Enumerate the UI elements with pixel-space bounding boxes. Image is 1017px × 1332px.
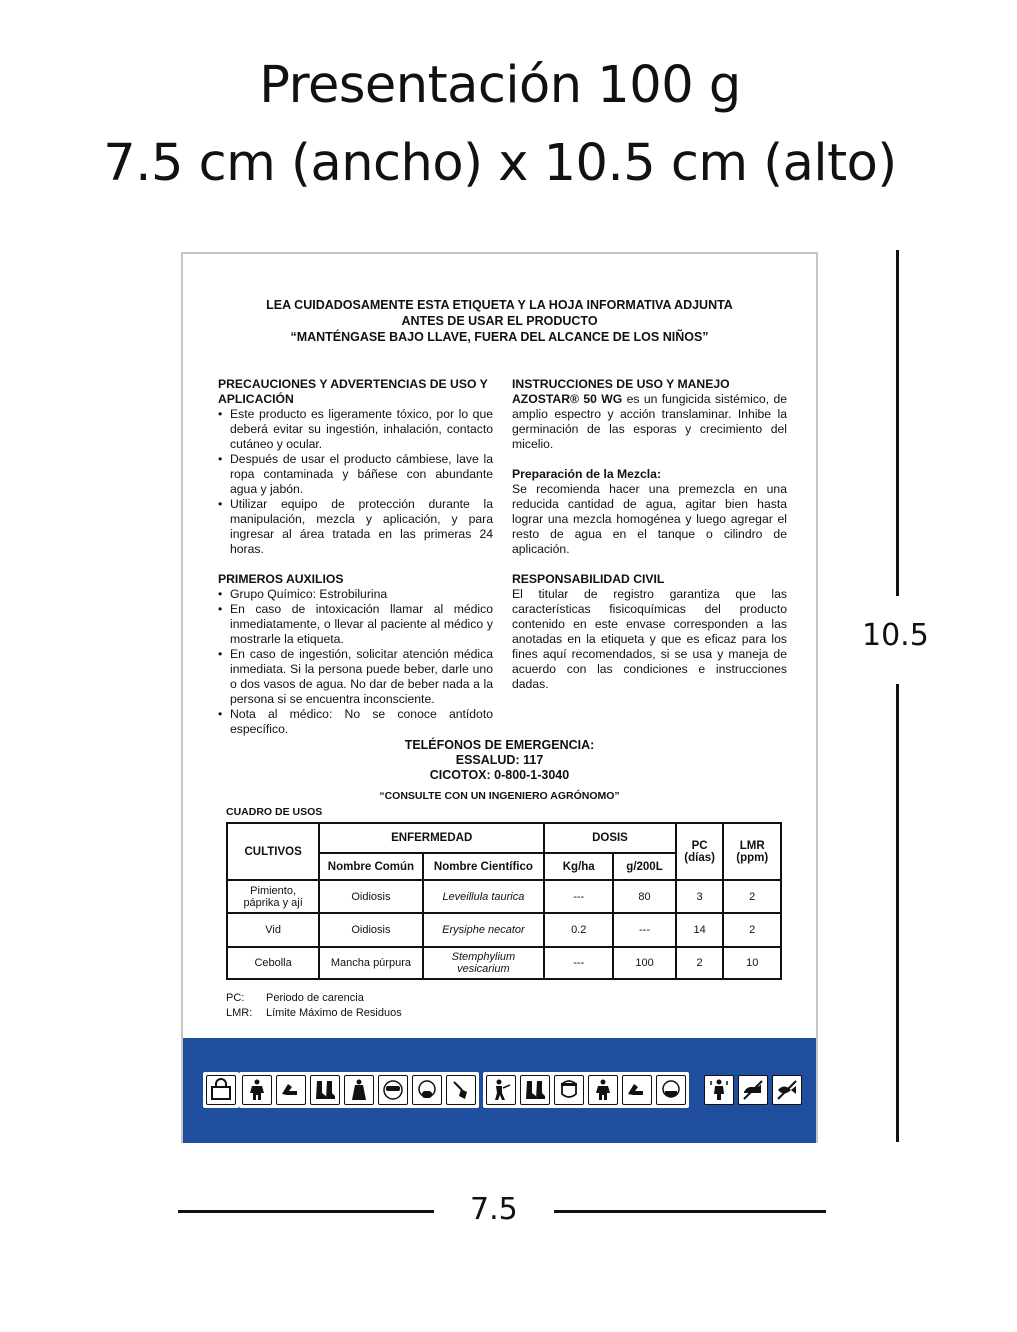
width-dimension-line-left — [178, 1210, 434, 1213]
product-label — [181, 252, 818, 1143]
pictogram-group-warnings — [701, 1072, 805, 1108]
wash-after-use-icon — [704, 1075, 734, 1105]
gloves-icon — [622, 1075, 652, 1105]
list-item: • Después de usar el producto cámbiese, lave la ropa contaminada y báñese con abundante agua y jabón. — [218, 452, 493, 497]
mix-title: Preparación de la Mezcla: — [512, 467, 662, 481]
mask-icon — [656, 1075, 686, 1105]
table-row: Pimiento, páprika y ají Oidiosis Leveillula taurica --- 80 3 2 — [227, 880, 781, 913]
gloves-icon — [276, 1075, 306, 1105]
pictogram-group-handling — [239, 1072, 479, 1108]
instructions-title: INSTRUCCIONES DE USO Y MANEJO — [512, 377, 730, 391]
header-nombre-cientifico: Nombre Científico — [423, 853, 545, 880]
header-pc: PC (días) — [676, 823, 724, 880]
pictogram-group-storage — [203, 1072, 239, 1108]
mixing-icon — [446, 1075, 476, 1105]
label-header — [183, 297, 816, 345]
goggles-icon — [378, 1075, 408, 1105]
header-kgha: Kg/ha — [544, 853, 613, 880]
respirator-icon — [412, 1075, 442, 1105]
product-name: AZOSTAR® 50 WG — [512, 392, 623, 406]
storage-lock-icon — [206, 1075, 236, 1105]
harmful-to-fish-icon — [772, 1075, 802, 1105]
pictogram-group-application — [483, 1072, 689, 1108]
precautions-list — [218, 407, 493, 557]
table-row: Vid Oidiosis Erysiphe necator 0.2 --- 14 2 — [227, 913, 781, 947]
header-line-1: LEA CUIDADOSAMENTE ESTA ETIQUETA Y LA HOJA INFORMATIVA ADJUNTA — [266, 298, 733, 312]
header-g200l: g/200L — [613, 853, 675, 880]
left-column — [218, 377, 493, 737]
liability-text: El titular de registro garantiza que las características fisicoquímicas del producto contenido en este envase corresponden a las anotadas en la etiqueta y que es eficaz para los fines aquí recomendados, si se usa y maneja de acuerdo con las condiciones e instrucciones dadas. — [512, 587, 787, 691]
apron-icon — [344, 1075, 374, 1105]
width-dimension-line-right — [554, 1210, 826, 1213]
list-item: • En caso de ingestión, solicitar atención médica inmediata. Si la persona puede beber, darle uno o dos vasos de agua. No dar de beber nada a la persona si se encuentra inconsciente. — [218, 647, 493, 707]
mix-text: Se recomienda hacer una premezcla en una reducida cantidad de agua, agitar bien hasta lograr una mezcla homogénea y luego agregar el resto de agua en el tanque o cilindro de aplicación. — [512, 482, 787, 556]
list-item: • Este producto es ligeramente tóxico, por lo que deberá evitar su ingestión, inhalación, contacto cutáneo y ocular. — [218, 407, 493, 452]
table-legend: PC: Periodo de carencia LMR: Límite Máximo de Residuos — [226, 992, 402, 1019]
sprayer-icon — [486, 1075, 516, 1105]
height-dimension-line-bottom — [896, 684, 899, 1142]
liability-title: RESPONSABILIDAD CIVIL — [512, 572, 665, 586]
cicotox-phone: CICOTOX: 0-800-1-3040 — [429, 768, 570, 782]
pictogram-band — [183, 1038, 816, 1143]
right-column — [512, 377, 787, 692]
header-cultivos: CULTIVOS — [227, 823, 319, 880]
firstaid-title: PRIMEROS AUXILIOS — [218, 572, 344, 586]
emergency-title: TELÉFONOS DE EMERGENCIA: — [404, 738, 595, 752]
list-item: • Utilizar equipo de protección durante la manipulación, mezcla y aplicación, y para ingresar al área tratada en las primeras 24 horas. — [218, 497, 493, 557]
height-dimension-line-top — [896, 250, 899, 596]
uses-table — [226, 822, 782, 980]
height-dimension-label: 10.5 — [862, 618, 929, 653]
table-title: CUADRO DE USOS — [226, 806, 323, 818]
header-line-2: ANTES DE USAR EL PRODUCTO — [401, 314, 598, 328]
width-dimension-label: 7.5 — [470, 1192, 518, 1227]
precautions-title: PRECAUCIONES Y ADVERTENCIAS DE USO Y APLICACIÓN — [218, 377, 488, 406]
boots-icon — [310, 1075, 340, 1105]
header-line-3: “MANTÉNGASE BAJO LLAVE, FUERA DEL ALCANCE DE LOS NIÑOS” — [290, 330, 709, 344]
face-shield-icon — [554, 1075, 584, 1105]
harmful-to-animals-icon — [738, 1075, 768, 1105]
list-item: • En caso de intoxicación llamar al médico inmediatamente, o llevar al paciente al médico y mostrarle la etiqueta. — [218, 602, 493, 647]
emergency-phones — [183, 738, 816, 783]
protective-suit-icon — [242, 1075, 272, 1105]
boots-icon — [520, 1075, 550, 1105]
header-nombre-comun: Nombre Común — [319, 853, 422, 880]
list-item: • Grupo Químico: Estrobilurina — [218, 587, 493, 602]
essalud-phone: ESSALUD: 117 — [455, 753, 544, 767]
instructions-text: AZOSTAR® 50 WG es un fungicida sistémico, de amplio espectro y acción translaminar. Inhibe la germinación de las esporas y crecimiento del micelio. — [512, 392, 787, 451]
consult-notice: “CONSULTE CON UN INGENIERO AGRÓNOMO” — [379, 790, 620, 802]
list-item: • Nota al médico: No se conoce antídoto específico. — [218, 707, 493, 737]
header-lmr: LMR (ppm) — [723, 823, 781, 880]
header-dosis: DOSIS — [544, 823, 676, 853]
table-row: Cebolla Mancha púrpura Stemphylium vesicarium --- 100 2 10 — [227, 947, 781, 979]
protective-suit-icon — [588, 1075, 618, 1105]
firstaid-list — [218, 587, 493, 737]
size-subtitle: 7.5 cm (ancho) x 10.5 cm (alto) — [103, 134, 897, 193]
presentation-title: Presentación 100 g — [259, 56, 741, 115]
header-enfermedad: ENFERMEDAD — [319, 823, 544, 853]
